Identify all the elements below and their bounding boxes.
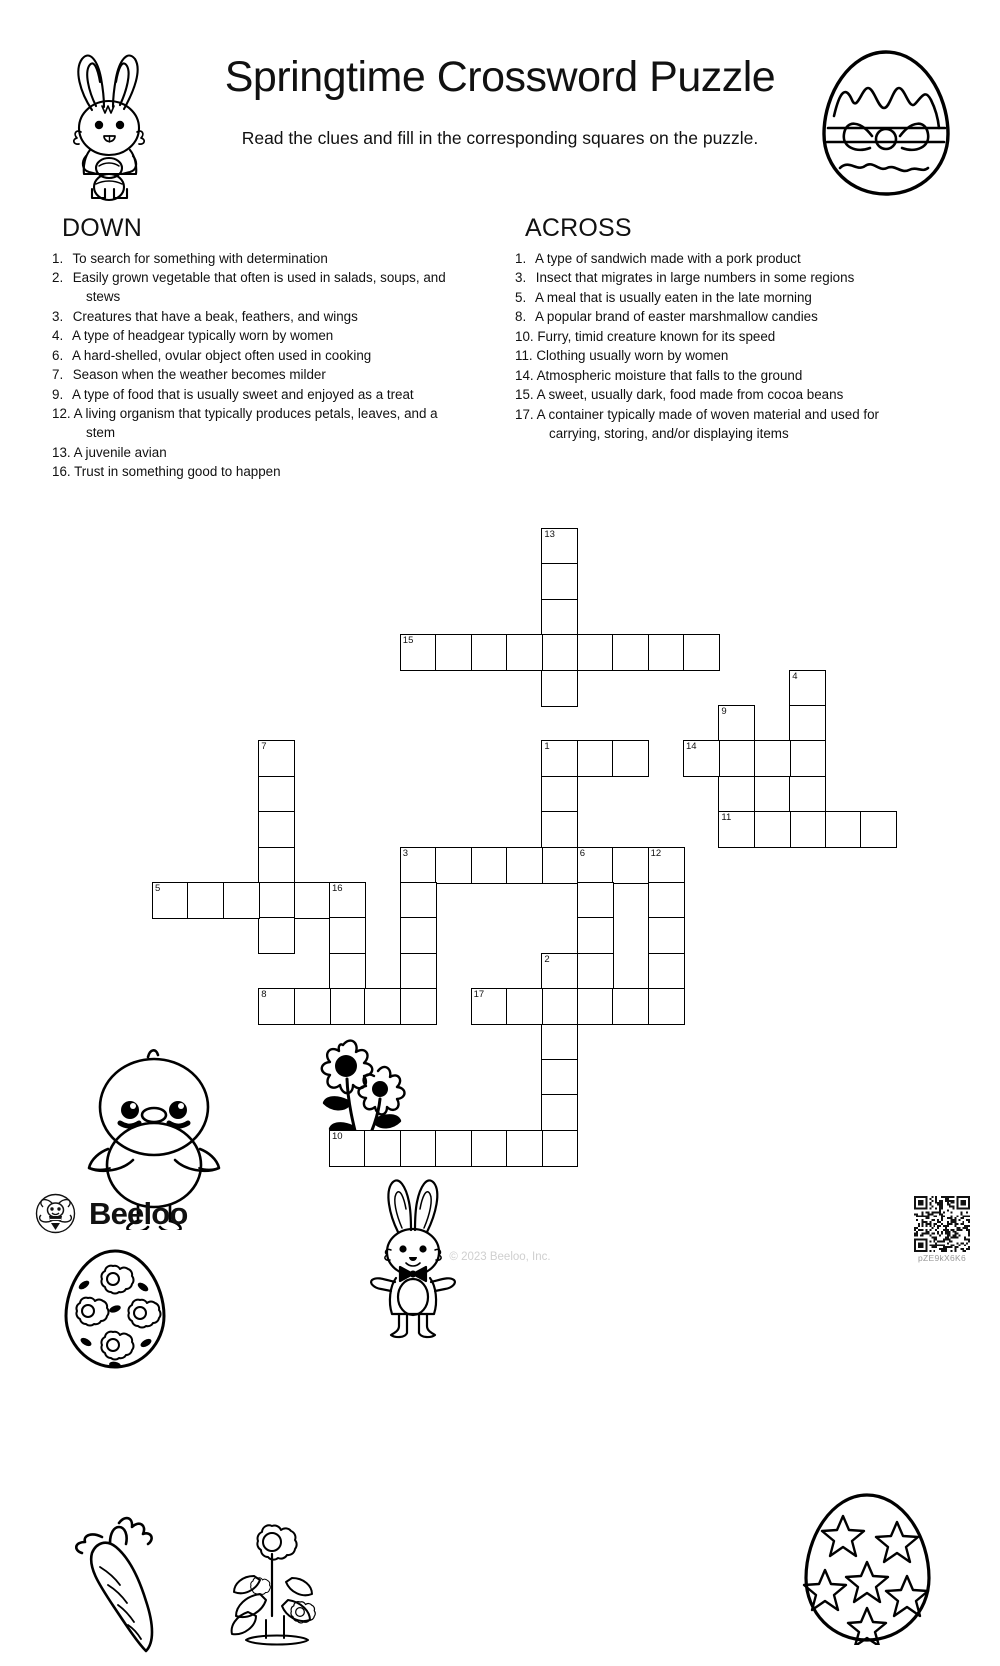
- grid-cell[interactable]: [577, 882, 614, 919]
- clue-item-across-10: [515, 327, 925, 346]
- grid-cell[interactable]: [754, 811, 791, 848]
- clue-item-down-1: 1. To search for something with determination: [52, 250, 328, 266]
- clue-text: Clothing usually worn by women: [532, 348, 729, 364]
- grid-cell-number: 6: [579, 847, 586, 859]
- clue-text: Trust in something good to happen: [70, 464, 281, 480]
- grid-cell[interactable]: [825, 811, 862, 848]
- qr-code-block: [906, 1196, 978, 1263]
- grid-cell[interactable]: [400, 882, 437, 919]
- grid-cell[interactable]: [541, 1059, 578, 1096]
- grid-cell[interactable]: [577, 634, 614, 671]
- page-footer: [0, 1175, 1000, 1294]
- grid-cell-number: 17: [473, 989, 485, 1001]
- clue-item-across-14: [515, 366, 925, 385]
- grid-cell[interactable]: [683, 634, 720, 671]
- grid-cell-numbered-17[interactable]: [471, 988, 508, 1025]
- grid-cell-numbered-10[interactable]: [329, 1130, 366, 1167]
- grid-cell[interactable]: [400, 953, 437, 990]
- clue-number: 11.: [515, 348, 533, 364]
- grid-cell[interactable]: [718, 740, 755, 777]
- grid-cell-number: 10: [332, 1130, 343, 1142]
- clue-text: A juvenile avian: [70, 444, 167, 460]
- grid-cell[interactable]: [294, 988, 331, 1025]
- grid-cell[interactable]: [258, 776, 295, 813]
- clue-item-across-3: 3. Insect that migrates in large numbers in some regions: [515, 270, 855, 286]
- clue-text: A type of headgear typically worn by women: [69, 328, 334, 344]
- page-title: Springtime Crossword Puzzle: [224, 53, 776, 101]
- grid-cell[interactable]: [577, 917, 614, 954]
- grid-cell[interactable]: [541, 1024, 578, 1061]
- grid-cell-numbered-15[interactable]: [400, 634, 437, 671]
- clue-item-down-12: [52, 404, 462, 442]
- clue-text: A living organism that typically produces petals, leaves, and a stem: [70, 406, 438, 441]
- clue-item-down-7: 7. Season when the weather becomes milder: [52, 367, 326, 383]
- clues-across-list: [515, 249, 925, 443]
- grid-cell-number: 14: [686, 741, 697, 753]
- grid-cell[interactable]: [577, 953, 614, 990]
- clues-down-column: [52, 214, 462, 482]
- flower-bouquet-illustration: [222, 1520, 332, 1650]
- clue-text: Atmospheric moisture that falls to the ground: [533, 367, 803, 383]
- grid-cell[interactable]: [612, 847, 649, 884]
- clue-text: A sweet, usually dark, food made from cocoa beans: [533, 387, 844, 403]
- grid-cell-number: 15: [402, 635, 414, 647]
- clue-item-across-15: [515, 385, 925, 404]
- grid-cell-numbered-6[interactable]: [577, 847, 614, 884]
- clue-number: 16.: [52, 464, 71, 480]
- grid-cell-number: 16: [332, 883, 343, 894]
- grid-cell-numbered-4[interactable]: [789, 670, 826, 707]
- grid-cell[interactable]: [577, 988, 614, 1025]
- grid-cell[interactable]: [400, 917, 437, 954]
- grid-cell[interactable]: [541, 1094, 578, 1131]
- grid-cell-numbered-13[interactable]: [541, 528, 578, 565]
- clues-section: [0, 215, 1000, 495]
- clue-item-down-9: 9. A type of food that is usually sweet and enjoyed as a treat: [52, 386, 414, 402]
- grid-cell[interactable]: [400, 1130, 437, 1167]
- grid-cell-numbered-1[interactable]: [541, 740, 578, 777]
- clue-item-down-4: 4. A type of headgear typically worn by women: [52, 328, 334, 344]
- grid-cell[interactable]: [506, 988, 543, 1025]
- grid-cell[interactable]: [754, 740, 791, 777]
- page-header: [0, 0, 1000, 205]
- carrot-illustration: [72, 1513, 172, 1661]
- grid-cell[interactable]: [789, 705, 826, 742]
- clue-text: A container typically made of woven material and used for carrying, storing, and/or displaying items: [533, 406, 879, 441]
- clue-text: A hard-shelled, ovular object often used in cooking: [69, 347, 372, 363]
- clues-down-list: [52, 249, 462, 482]
- grid-cell[interactable]: [258, 917, 295, 954]
- grid-cell-number: 13: [544, 529, 555, 540]
- grid-cell[interactable]: [541, 776, 578, 813]
- grid-cell[interactable]: [435, 634, 472, 671]
- grid-cell-number: 8: [261, 989, 267, 1001]
- grid-cell[interactable]: [541, 599, 578, 636]
- grid-cell[interactable]: [223, 882, 260, 919]
- bee-logo-icon: [35, 1193, 76, 1234]
- brand-logo: [35, 1193, 188, 1234]
- grid-cell[interactable]: [541, 988, 578, 1025]
- grid-cell-numbered-3[interactable]: [400, 847, 437, 884]
- grid-cell-number: 5: [155, 883, 161, 894]
- grid-cell-number: 3: [402, 847, 409, 859]
- copyright-text: © 2023 Beeloo, Inc.: [449, 1251, 551, 1263]
- clue-number: 17.: [515, 406, 534, 422]
- grid-cell[interactable]: [364, 988, 401, 1025]
- clue-text: A type of food that is usually sweet and enjoyed as a treat: [69, 386, 414, 402]
- clue-item-down-16: [52, 462, 462, 481]
- clue-item-across-17: [515, 405, 925, 443]
- page-subtitle: Read the clues and fill in the corresponding squares on the puzzle.: [241, 128, 759, 149]
- grid-cell[interactable]: [648, 917, 685, 954]
- clue-item-across-8: 8. A popular brand of easter marshmallow candies: [515, 309, 818, 325]
- grid-cell[interactable]: [471, 634, 508, 671]
- brand-name: Beeloo: [89, 1196, 188, 1231]
- grid-cell[interactable]: [648, 882, 685, 919]
- crossword-grid[interactable]: [0, 505, 1000, 1165]
- clue-item-down-6: 6. A hard-shelled, ovular object often used in cooking: [52, 347, 372, 363]
- clue-text: Season when the weather becomes milder: [69, 367, 326, 383]
- grid-cell[interactable]: [612, 988, 649, 1025]
- clue-text: Creatures that have a beak, feathers, and wings: [69, 308, 358, 324]
- bunny-holding-egg-illustration: [52, 44, 170, 202]
- grid-cell[interactable]: [860, 811, 897, 848]
- grid-cell-number: 12: [650, 847, 662, 859]
- clue-text: Insect that migrates in large numbers in some regions: [532, 270, 855, 286]
- clue-number: 13.: [52, 444, 71, 460]
- clue-item-across-11: [515, 346, 925, 365]
- clue-number: 15.: [515, 387, 534, 403]
- grid-cell[interactable]: [506, 847, 543, 884]
- grid-cell-numbered-11[interactable]: [718, 811, 755, 848]
- grid-cell[interactable]: [329, 953, 366, 990]
- grid-cell-number: 9: [721, 706, 727, 717]
- clue-number: 12.: [52, 406, 71, 422]
- grid-cell[interactable]: [435, 1130, 472, 1167]
- grid-cell-numbered-12[interactable]: [648, 847, 685, 884]
- grid-cell-number: 11: [721, 812, 732, 824]
- grid-cell-numbered-16[interactable]: [329, 882, 366, 919]
- grid-cell-numbered-9[interactable]: [718, 705, 755, 742]
- grid-cell-numbered-7[interactable]: [258, 740, 295, 777]
- clues-across-heading: ACROSS: [525, 214, 632, 242]
- clue-item-across-5: 5. A meal that is usually eaten in the late morning: [515, 289, 812, 305]
- grid-cell-number: 7: [261, 741, 267, 753]
- grid-cell[interactable]: [541, 811, 578, 848]
- grid-cell-number: 1: [544, 741, 550, 753]
- clue-text: Furry, timid creature known for its speed: [533, 328, 776, 344]
- grid-cell-numbered-2[interactable]: [541, 953, 578, 990]
- grid-cell[interactable]: [258, 811, 295, 848]
- qr-code-label: pZE9kX6K6: [917, 1253, 967, 1263]
- grid-cell[interactable]: [541, 1130, 578, 1167]
- grid-cell[interactable]: [648, 953, 685, 990]
- clue-text: A type of sandwich made with a pork product: [532, 250, 801, 266]
- grid-cell[interactable]: [789, 776, 826, 813]
- grid-cell[interactable]: [294, 882, 331, 919]
- grid-cell[interactable]: [541, 670, 578, 707]
- grid-cell[interactable]: [506, 634, 543, 671]
- grid-cell-number: 4: [792, 670, 798, 682]
- grid-cell[interactable]: [541, 634, 578, 671]
- grid-cell[interactable]: [400, 988, 437, 1025]
- grid-cell-numbered-14[interactable]: [683, 740, 720, 777]
- grid-cell[interactable]: [541, 847, 578, 884]
- clues-across-column: [515, 214, 925, 443]
- grid-cell[interactable]: [718, 776, 755, 813]
- clue-number: 14.: [515, 367, 534, 383]
- clue-text: A meal that is usually eaten in the late morning: [532, 289, 812, 305]
- grid-cell[interactable]: [648, 634, 685, 671]
- clue-item-down-13: [52, 443, 462, 462]
- grid-cell[interactable]: [506, 1130, 543, 1167]
- grid-cell[interactable]: [577, 740, 614, 777]
- puzzle-area: [0, 505, 1000, 1165]
- qr-code-image: [906, 1196, 978, 1252]
- grid-cell[interactable]: [187, 882, 224, 919]
- clues-down-heading: DOWN: [62, 214, 142, 242]
- grid-cell-numbered-8[interactable]: [258, 988, 295, 1025]
- grid-cell[interactable]: [258, 847, 295, 884]
- clue-item-across-1: 1. A type of sandwich made with a pork product: [515, 250, 801, 266]
- grid-cell[interactable]: [471, 1130, 508, 1167]
- clue-text: A popular brand of easter marshmallow candies: [532, 309, 818, 325]
- decorated-easter-egg-illustration: [812, 44, 960, 202]
- grid-cell[interactable]: [471, 847, 508, 884]
- grid-cell[interactable]: [648, 988, 685, 1025]
- clue-item-down-2: 2. Easily grown vegetable that often is used in salads, soups, and stews: [52, 270, 446, 305]
- star-easter-egg-illustration: [795, 1490, 940, 1645]
- clue-number: 10.: [515, 328, 534, 344]
- grid-cell[interactable]: [435, 847, 472, 884]
- grid-cell[interactable]: [789, 811, 826, 848]
- grid-cell[interactable]: [258, 882, 295, 919]
- clue-item-down-3: 3. Creatures that have a beak, feathers, and wings: [52, 308, 358, 324]
- grid-cell[interactable]: [789, 740, 826, 777]
- grid-cell[interactable]: [612, 634, 649, 671]
- grid-cell[interactable]: [612, 740, 649, 777]
- title-block: [175, 55, 825, 149]
- grid-cell[interactable]: [329, 917, 366, 954]
- grid-cell-numbered-5[interactable]: [152, 882, 189, 919]
- grid-cell[interactable]: [541, 563, 578, 600]
- clue-text: Easily grown vegetable that often is used in salads, soups, and stews: [69, 270, 446, 305]
- clue-text: To search for something with determination: [69, 250, 328, 266]
- grid-cell[interactable]: [329, 988, 366, 1025]
- grid-cell[interactable]: [364, 1130, 401, 1167]
- grid-cell-number: 2: [544, 953, 550, 965]
